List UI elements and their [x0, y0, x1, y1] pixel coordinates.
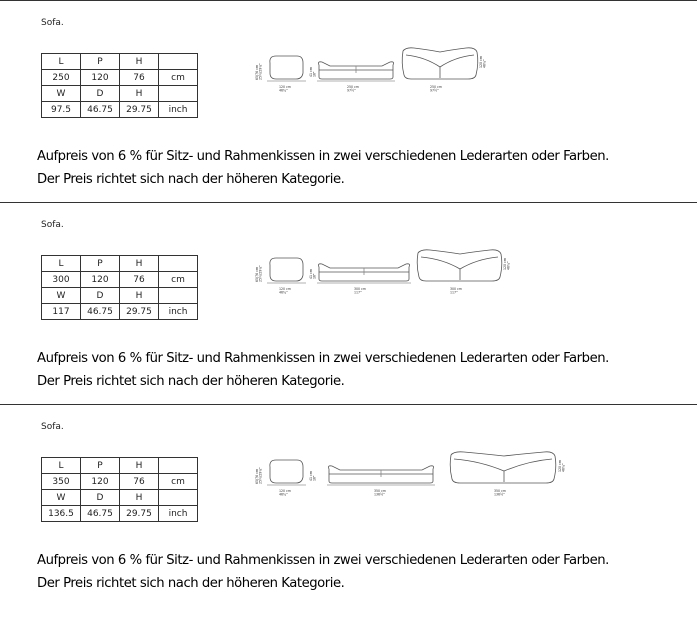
table-cell	[159, 54, 198, 70]
table-cell: cm	[159, 474, 198, 490]
side-width-label: 120 cm 46¾"	[279, 85, 291, 93]
table-cell	[159, 86, 198, 102]
sofa-top-view	[450, 452, 556, 483]
sofa-side-view	[270, 460, 303, 483]
side-width-label: 120 cm 46¾"	[279, 287, 291, 295]
top-depth-label: 120 cm46¾"	[558, 460, 566, 472]
sofa-drawing	[250, 447, 580, 502]
table-cell: D	[81, 288, 120, 304]
table-cell: 120	[81, 474, 120, 490]
table-cell: W	[42, 288, 81, 304]
side-height-label: 65/76 cm25½/29¾"	[255, 63, 263, 80]
table-cell: 76	[120, 474, 159, 490]
table-cell: inch	[159, 506, 198, 522]
table-cell: cm	[159, 272, 198, 288]
note-line: Aufpreis von 6 % für Sitz- und Rahmenkissen in zwei verschiedenen Lederarten oder Farben.	[37, 351, 609, 366]
note-line: Der Preis richtet sich nach der höheren Kategorie.	[37, 172, 345, 187]
table-cell: H	[120, 490, 159, 506]
table-cell: W	[42, 86, 81, 102]
table-cell: W	[42, 490, 81, 506]
product-name: Sofa.	[41, 220, 64, 230]
dimensions-table	[41, 457, 198, 522]
table-cell: 350	[42, 474, 81, 490]
sofa-side-view	[270, 258, 303, 281]
dimensions-table	[41, 255, 198, 320]
front-width-label: 300 cm 117"	[354, 287, 366, 295]
top-depth-label: 120 cm46¾"	[503, 258, 511, 270]
table-cell	[159, 458, 198, 474]
surcharge-note	[37, 347, 609, 393]
surcharge-note	[37, 145, 609, 191]
front-width-label: 250 cm 97½"	[347, 85, 359, 93]
product-name: Sofa.	[41, 422, 64, 432]
sofa-drawing	[250, 43, 500, 98]
top-width-label: 300 cm 117"	[450, 287, 462, 295]
dimensions-table	[41, 53, 198, 118]
table-cell: P	[81, 54, 120, 70]
table-cell: H	[120, 458, 159, 474]
sofa-side-view	[270, 56, 303, 79]
table-cell: D	[81, 490, 120, 506]
table-cell: inch	[159, 304, 198, 320]
table-cell: 120	[81, 272, 120, 288]
table-cell: cm	[159, 70, 198, 86]
table-cell: 97.5	[42, 102, 81, 118]
table-cell: L	[42, 54, 81, 70]
table-cell: 136.5	[42, 506, 81, 522]
note-line: Aufpreis von 6 % für Sitz- und Rahmenkissen in zwei verschiedenen Lederarten oder Farben.	[37, 553, 609, 568]
product-section-3	[0, 404, 697, 606]
table-cell: 250	[42, 70, 81, 86]
table-cell	[159, 490, 198, 506]
note-line: Aufpreis von 6 % für Sitz- und Rahmenkissen in zwei verschiedenen Lederarten oder Farben.	[37, 149, 609, 164]
section-divider	[0, 0, 697, 1]
section-divider	[0, 202, 697, 203]
table-cell: 46.75	[81, 102, 120, 118]
table-cell: 120	[81, 70, 120, 86]
side-height-label: 65/76 cm25½/29¾"	[255, 467, 263, 484]
top-width-label: 350 cm 136½"	[494, 489, 506, 497]
table-cell: 29.75	[120, 506, 159, 522]
table-cell	[159, 256, 198, 272]
seat-height-label: 41 cm16"	[309, 269, 317, 279]
table-cell: D	[81, 86, 120, 102]
note-line: Der Preis richtet sich nach der höheren Kategorie.	[37, 576, 345, 591]
top-depth-label: 120 cm46¾"	[479, 56, 487, 68]
table-cell: H	[120, 54, 159, 70]
table-cell: H	[120, 256, 159, 272]
side-height-label: 65/76 cm25½/29¾"	[255, 265, 263, 282]
table-cell: 29.75	[120, 102, 159, 118]
surcharge-note	[37, 549, 609, 595]
table-cell: P	[81, 256, 120, 272]
table-cell: 300	[42, 272, 81, 288]
table-cell: H	[120, 86, 159, 102]
side-width-label: 120 cm 46¾"	[279, 489, 291, 497]
seat-height-label: 41 cm16"	[309, 471, 317, 481]
table-cell: 29.75	[120, 304, 159, 320]
table-cell: 117	[42, 304, 81, 320]
table-cell: inch	[159, 102, 198, 118]
table-cell: L	[42, 256, 81, 272]
product-section-1	[0, 0, 697, 202]
table-cell: 46.75	[81, 506, 120, 522]
product-section-2	[0, 202, 697, 404]
table-cell: H	[120, 288, 159, 304]
table-cell: 76	[120, 272, 159, 288]
top-width-label: 250 cm 97½"	[430, 85, 442, 93]
table-cell: 46.75	[81, 304, 120, 320]
table-cell	[159, 288, 198, 304]
note-line: Der Preis richtet sich nach der höheren Kategorie.	[37, 374, 345, 389]
section-divider	[0, 404, 697, 405]
product-name: Sofa.	[41, 18, 64, 28]
sofa-top-view	[417, 250, 502, 281]
table-cell: 76	[120, 70, 159, 86]
table-cell: L	[42, 458, 81, 474]
seat-height-label: 41 cm16"	[309, 67, 317, 77]
front-width-label: 350 cm 136½"	[374, 489, 386, 497]
table-cell: P	[81, 458, 120, 474]
sofa-drawing	[250, 245, 530, 300]
